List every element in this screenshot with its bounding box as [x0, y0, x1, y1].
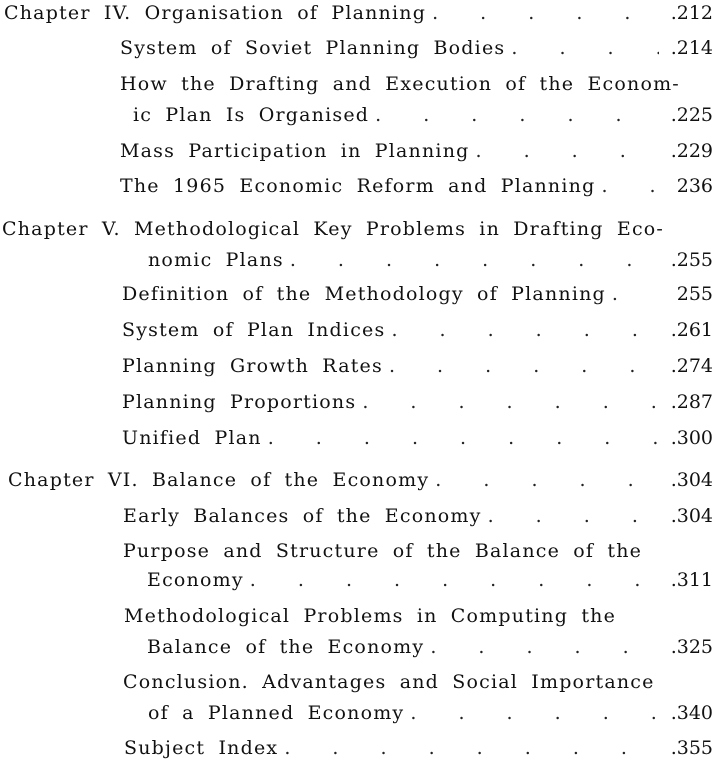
dot-leader [362, 391, 659, 413]
dot-leader [511, 37, 659, 59]
toc-title: Definition of the Methodology of Planning [122, 283, 606, 305]
dot-leader [601, 175, 659, 197]
toc-entry-chapter-6 [0, 469, 719, 497]
toc-title: Early Balances of the Economy [123, 505, 482, 527]
toc-title: Planning Growth Rates [122, 355, 383, 377]
dot-leader [250, 569, 659, 591]
toc-page-number: .304 [670, 505, 713, 527]
toc-page-number: .261 [670, 319, 713, 341]
dot-leader [476, 140, 659, 162]
toc-page-number: .229 [670, 140, 713, 162]
toc-entry [0, 391, 719, 419]
toc-title: Unified Plan [122, 427, 262, 449]
toc-page-number: .287 [670, 391, 713, 413]
toc-title: Purpose and Structure of the Balance of the [123, 540, 643, 562]
dot-leader [391, 319, 659, 341]
toc-entry-chapter-5-line1 [0, 218, 719, 246]
toc-page-number: .214 [670, 37, 713, 59]
toc-entry [0, 175, 719, 203]
toc-entry-chapter-4 [0, 2, 719, 30]
toc-title: Methodological Problems in Computing the [124, 605, 617, 627]
toc-title: Chapter VI. Balance of the Economy [8, 469, 430, 491]
toc-page-number: .325 [670, 636, 713, 658]
dot-leader [284, 737, 659, 759]
toc-title: How the Drafting and Execution of the Econom- [120, 73, 680, 95]
toc-title: Planning Proportions [122, 391, 357, 413]
dot-leader [432, 2, 659, 24]
toc-entry-line1 [0, 671, 719, 699]
toc-entry-line2 [0, 702, 719, 730]
toc-page-number: .311 [670, 569, 713, 591]
toc-entry [0, 140, 719, 168]
toc-entry-chapter-5-line2 [0, 249, 719, 277]
toc-page-number: 236 [676, 175, 713, 197]
toc-page-number: .304 [670, 469, 713, 491]
toc-page-number: .340 [670, 702, 713, 724]
toc-title-continued: nomic Plans [148, 249, 284, 271]
dot-leader [612, 283, 659, 305]
dot-leader [290, 249, 659, 271]
toc-entry-line1 [0, 540, 719, 568]
toc-entry-line1 [0, 73, 719, 101]
toc-title: System of Plan Indices [122, 319, 386, 341]
toc-title: Chapter V. Methodological Key Problems in Drafting Eco- [2, 218, 665, 240]
toc-entry-line2 [0, 104, 719, 132]
dot-leader [430, 636, 659, 658]
toc-entry [0, 283, 719, 311]
toc-title-continued: ic Plan Is Organised [133, 104, 370, 126]
toc-entry [0, 37, 719, 65]
toc-title-continued: Balance of the Economy [147, 636, 425, 658]
toc-entry [0, 505, 719, 533]
toc-page-number: .355 [670, 737, 713, 759]
toc-title: System of Soviet Planning Bodies [120, 37, 506, 59]
toc-page-number: .225 [670, 104, 713, 126]
toc-entry-line2 [0, 636, 719, 664]
dot-leader [375, 104, 659, 126]
toc-entry-subject-index [0, 737, 719, 765]
toc-entry-line1 [0, 605, 719, 633]
dot-leader [389, 355, 659, 377]
toc-page-number: .255 [670, 249, 713, 271]
toc-page-number: 255 [676, 283, 713, 305]
toc-title-continued: Economy [147, 569, 244, 591]
toc-page-number: .274 [670, 355, 713, 377]
dot-leader [268, 427, 659, 449]
toc-entry [0, 355, 719, 383]
toc-title: Chapter IV. Organisation of Planning [4, 2, 427, 24]
dot-leader [435, 469, 659, 491]
dot-leader [488, 505, 659, 527]
toc-title-continued: of a Planned Economy [148, 702, 405, 724]
toc-title: Subject Index [124, 737, 279, 759]
dot-leader [410, 702, 659, 724]
toc-title: Conclusion. Advantages and Social Importance [123, 671, 655, 693]
toc-entry [0, 427, 719, 455]
toc-page-number: .300 [670, 427, 713, 449]
toc-page-number: .212 [670, 2, 713, 24]
toc-title: Mass Participation in Planning [120, 140, 470, 162]
toc-entry-line2 [0, 569, 719, 597]
toc-entry [0, 319, 719, 347]
toc-title: The 1965 Economic Reform and Planning [120, 175, 596, 197]
